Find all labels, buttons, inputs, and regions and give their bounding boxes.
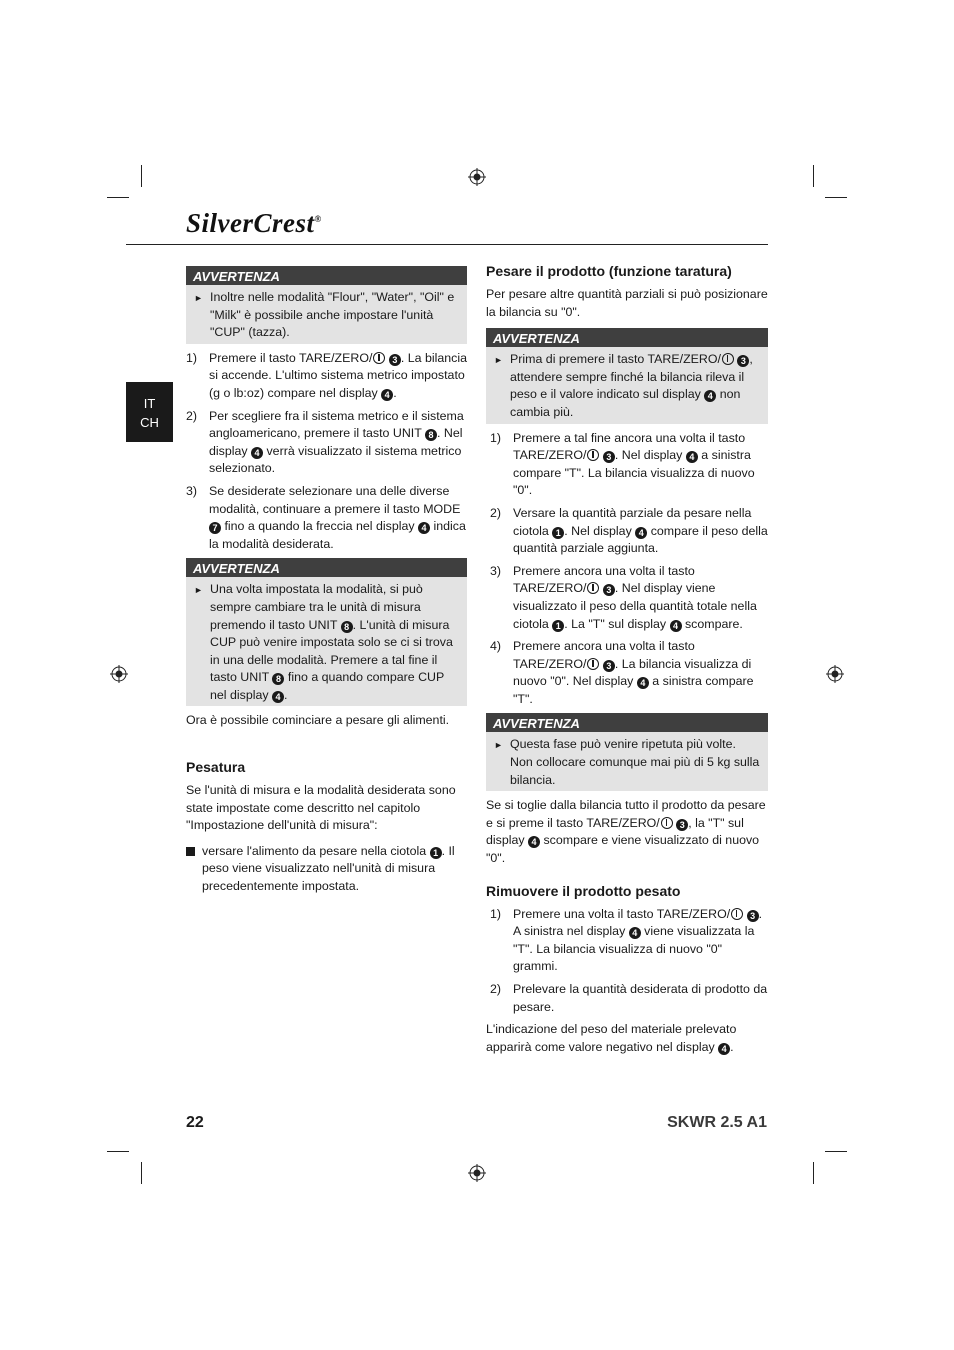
step-number: 3) — [186, 483, 198, 498]
step-text: . Nel display viene visualizzato il peso della quantità totale nella ciotola — [513, 581, 757, 631]
section-heading: Pesare il prodotto (funzione taratura) — [486, 263, 732, 279]
paragraph: Ora è possibile cominciare a pesare gli alimenti. — [186, 713, 450, 728]
crop-mark — [825, 197, 847, 198]
ref-display-icon: 4 — [629, 927, 641, 939]
ref-unit-icon: 8 — [341, 621, 353, 633]
step-text: viene visualizzata la "T". La bilancia visualizza di nuovo "0" grammi. — [513, 924, 755, 974]
ref-mode-icon: 7 — [209, 522, 221, 534]
step-item — [486, 981, 768, 1016]
paragraph: Per pesare altre quantità parziali si può posizionare la bilancia su "0". — [486, 287, 768, 319]
registered-icon: ® — [314, 214, 322, 224]
step-number: 1) — [186, 350, 198, 365]
square-bullet-icon — [186, 847, 195, 856]
paragraph-text: . — [730, 1039, 734, 1054]
paragraph-text: scompare e viene visualizzato di nuovo "0". — [486, 833, 760, 866]
paragraph: Se l'unità di misura e la modalità desiderata sono state impostate come descritto nel capitolo "Impostazione dell'unità di misura": — [186, 783, 456, 833]
ref-tare-icon: 3 — [603, 584, 615, 596]
warning-text: Inoltre nelle modalità "Flour", "Water", "Oil" e "Milk" è possibile anche impostare l'unità "CUP" (tazza). — [210, 290, 455, 340]
ref-display-icon: 4 — [637, 677, 649, 689]
warning-text: Una volta impostata la modalità, si può sempre cambiare tra le unità di misura premendo il tasto UNIT — [210, 582, 423, 632]
power-icon — [587, 449, 599, 461]
paragraph — [486, 797, 768, 867]
step-item — [486, 505, 768, 558]
section-heading: Pesatura — [186, 759, 246, 776]
paragraph-text: Se si toglie dalla bilancia tutto il prodotto da pesare e si preme il tasto TARE/ZERO/ — [486, 798, 766, 830]
step-number: 2) — [186, 408, 198, 423]
header-rule — [126, 244, 768, 245]
ref-unit-icon: 8 — [425, 429, 437, 441]
step-text: Premere a tal fine ancora una volta il tasto TARE/ZERO/ — [513, 430, 746, 463]
step-number: 2) — [490, 982, 502, 996]
step-text: Versare la quantità parziale da pesare nella ciotola — [513, 505, 752, 538]
crop-mark — [825, 1151, 847, 1152]
power-icon — [373, 352, 385, 364]
step-text: Premere ancora una volta il tasto TARE/ZERO/ — [513, 639, 695, 671]
language-tab — [126, 382, 173, 442]
warning-text: Prima di premere il tasto TARE/ZERO/ — [510, 352, 721, 367]
step-text: Se desiderate selezionare una delle diverse modalità, continuare a premere il tasto MODE — [209, 483, 461, 516]
step-text: Premere una volta il tasto TARE/ZERO/ — [513, 906, 731, 921]
step-text: Per scegliere fra il sistema metrico e il sistema angloamericano, premere il tasto UNIT — [209, 408, 464, 441]
warning-title: AVVERTENZA — [486, 713, 768, 732]
warning-box — [486, 713, 768, 791]
paragraph-text: , la "T" sul display — [486, 815, 744, 848]
warning-body — [186, 285, 467, 344]
warning-text: non cambia più. — [510, 387, 741, 419]
ref-tare-icon: 3 — [389, 354, 401, 366]
step-number: 4) — [490, 639, 502, 654]
warning-text: , attendere sempre finché la bilancia rileva il peso e il valore indicato sul display — [510, 352, 753, 402]
step-text: Premere il tasto TARE/ZERO/ — [209, 350, 373, 365]
step-item — [486, 906, 768, 976]
ref-display-icon: 4 — [418, 522, 430, 534]
step-item — [486, 638, 768, 708]
registration-mark-icon — [826, 665, 844, 683]
step-text: . La bilancia si accende. L'ultimo sistema metrico impostato (g o lb:oz) compare nel display — [209, 350, 468, 400]
arrow-bullet-icon: ► — [194, 293, 203, 303]
step-text: scompare. — [684, 616, 743, 631]
crop-mark — [107, 197, 129, 198]
bullet-text: versare l'alimento da pesare nella ciotola — [202, 843, 427, 858]
step-text: a sinistra compare "T". La bilancia visualizza di nuovo "0". — [513, 448, 755, 498]
crop-mark — [813, 165, 814, 187]
right-column — [486, 262, 768, 1061]
warning-title: AVVERTENZA — [186, 266, 467, 285]
step-text: Prelevare la quantità desiderata di prodotto da pesare. — [513, 982, 768, 1014]
step-number: 1) — [490, 430, 502, 445]
warning-text: . — [284, 687, 288, 702]
ref-display-icon: 4 — [528, 836, 540, 848]
crop-mark — [141, 165, 142, 187]
warning-body — [486, 347, 768, 423]
ref-tare-icon: 3 — [676, 819, 688, 831]
power-icon — [587, 658, 599, 670]
warning-body — [486, 732, 768, 791]
power-icon — [587, 582, 599, 594]
warning-text: . L'unità di misura CUP può venire impostata solo se ci si trova in una delle modalità. Premere a tal fine il tasto UNIT — [210, 617, 453, 685]
warning-body — [186, 577, 467, 706]
brand-logo — [186, 208, 322, 239]
step-item — [186, 408, 467, 478]
step-number: 1) — [490, 906, 502, 921]
ref-display-icon: 4 — [670, 620, 682, 632]
ref-display-icon: 4 — [704, 390, 716, 402]
ref-tare-icon: 3 — [747, 910, 759, 922]
warning-box — [186, 266, 467, 344]
step-item — [486, 430, 768, 500]
step-text: a sinistra compare "T". — [513, 674, 754, 706]
crop-mark — [813, 1162, 814, 1184]
ref-display-icon: 4 — [251, 447, 263, 459]
arrow-bullet-icon: ► — [494, 740, 503, 751]
left-column — [186, 266, 467, 896]
registration-mark-icon — [468, 168, 486, 186]
ref-tare-icon: 3 — [603, 660, 615, 672]
step-text: compare il peso della quantità parziale aggiunta. — [513, 523, 768, 556]
ref-bowl-icon: 1 — [552, 527, 564, 539]
step-item — [186, 483, 467, 553]
bullet-text: . Il peso viene visualizzato nell'unità di misura precedentemente impostata. — [202, 843, 455, 894]
country-code: CH — [140, 415, 159, 430]
power-icon — [661, 817, 673, 829]
bullet-item — [186, 843, 467, 896]
warning-title: AVVERTENZA — [186, 558, 467, 577]
step-item — [486, 563, 768, 633]
step-text: . — [393, 385, 397, 400]
ref-display-icon: 4 — [381, 389, 393, 401]
step-text: verrà visualizzato il sistema metrico selezionato. — [209, 443, 462, 476]
power-icon — [722, 353, 734, 365]
ref-display-icon: 4 — [686, 451, 698, 463]
ref-display-icon: 4 — [718, 1043, 730, 1055]
step-text: . La "T" sul display — [564, 616, 667, 631]
ref-display-icon: 4 — [635, 527, 647, 539]
step-number: 2) — [490, 505, 502, 520]
step-text: . A sinistra nel display — [513, 906, 763, 939]
paragraph-text: L'indicazione del peso del materiale prelevato apparirà come valore negativo nel display — [486, 1022, 737, 1054]
crop-mark — [107, 1151, 129, 1152]
warning-box — [186, 558, 467, 706]
registration-mark-icon — [110, 665, 128, 683]
step-text: indica la modalità desiderata. — [209, 519, 466, 551]
section-heading: Rimuovere il prodotto pesato — [486, 882, 681, 899]
paragraph — [486, 1021, 768, 1056]
ref-unit-icon: 8 — [272, 673, 284, 685]
ref-tare-icon: 3 — [603, 451, 615, 463]
ref-bowl-icon: 1 — [430, 847, 442, 859]
arrow-bullet-icon: ► — [494, 355, 503, 366]
step-text: fino a quando la freccia nel display — [224, 519, 415, 534]
step-text: . La bilancia visualizza di nuovo "0". Nel display — [513, 656, 752, 689]
warning-text: Questa fase può venire ripetuta più volte. Non collocare comunque mai più di 5 kg sulla bilancia. — [510, 737, 760, 787]
step-text: . Nel display — [209, 426, 463, 458]
warning-text: fino a quando compare CUP nel display — [210, 670, 445, 702]
step-item — [186, 350, 467, 403]
model-name: SKWR 2.5 A1 — [667, 1114, 767, 1131]
registration-mark-icon — [468, 1164, 486, 1182]
step-text: Premere ancora una volta il tasto TARE/ZERO/ — [513, 563, 695, 596]
step-number: 3) — [490, 563, 502, 578]
page-number: 22 — [186, 1114, 204, 1131]
ref-bowl-icon: 1 — [552, 620, 564, 632]
power-icon — [731, 908, 743, 920]
arrow-bullet-icon: ► — [194, 585, 203, 596]
warning-title: AVVERTENZA — [486, 328, 768, 347]
step-text: . Nel display — [564, 523, 632, 538]
step-text: . Nel display — [614, 448, 683, 463]
ref-tare-icon: 3 — [737, 355, 749, 367]
lang-code: IT — [143, 396, 156, 411]
crop-mark — [141, 1162, 142, 1184]
warning-box — [486, 328, 768, 423]
ref-display-icon: 4 — [272, 691, 284, 703]
brand-logo-text: SilverCrest — [186, 208, 315, 238]
